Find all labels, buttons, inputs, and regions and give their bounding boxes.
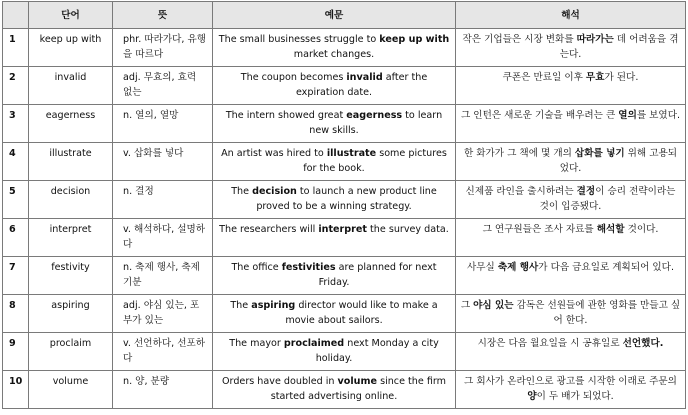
highlighted-word: keep up with — [379, 34, 450, 45]
word-meaning: n. 결정 — [113, 181, 213, 219]
highlighted-word: invalid — [346, 72, 383, 83]
sentence-text: director would like to make a movie about sailors. — [285, 300, 438, 326]
table-row — [3, 219, 686, 257]
word-meaning: n. 양, 분량 — [113, 371, 213, 409]
sentence-text: 이 승리 전략이라는 것이 입증됐다. — [539, 186, 676, 212]
highlighted-word: 결정 — [576, 186, 596, 197]
translation-sentence — [456, 67, 686, 105]
row-number: 5 — [3, 181, 29, 219]
sentence-text: 한 화가가 그 책에 몇 개의 — [463, 148, 575, 159]
row-number: 8 — [3, 295, 29, 333]
vocab-word: keep up with — [29, 29, 113, 67]
row-number: 2 — [3, 67, 29, 105]
sentence-text: The small businesses struggle to — [218, 34, 380, 45]
vocab-word: decision — [29, 181, 113, 219]
translation-sentence — [456, 219, 686, 257]
sentence-text: to learn new skills. — [309, 110, 443, 136]
table-row — [3, 371, 686, 409]
translation-sentence — [456, 257, 686, 295]
table-row — [3, 143, 686, 181]
sentence-text: the survey data. — [366, 224, 449, 235]
row-number: 10 — [3, 371, 29, 409]
example-sentence — [213, 295, 456, 333]
word-meaning: phr. 따라가다, 유행을 따르다 — [113, 29, 213, 67]
example-sentence — [213, 371, 456, 409]
word-meaning: v. 선언하다, 선포하다 — [113, 333, 213, 371]
sentence-text: 이 두 배가 되었다. — [536, 391, 614, 402]
vocab-word: proclaim — [29, 333, 113, 371]
highlighted-word: 따라가는 — [576, 34, 614, 45]
sentence-text: An artist was hired to — [221, 148, 327, 159]
sentence-text: 그 인턴은 새로운 기술을 배우려는 큰 — [460, 110, 619, 121]
sentence-text: to launch a new product line proved to be a winning strategy. — [256, 186, 437, 212]
header-translation: 해석 — [456, 2, 686, 29]
example-sentence — [213, 143, 456, 181]
example-sentence — [213, 105, 456, 143]
highlighted-word: 축제 행사 — [497, 262, 539, 273]
example-sentence — [213, 67, 456, 105]
sentence-text: 작은 기업들은 시장 변화를 — [462, 34, 577, 45]
highlighted-word: 양 — [527, 391, 537, 402]
translation-sentence — [456, 371, 686, 409]
highlighted-word: aspiring — [251, 300, 296, 311]
highlighted-word: 야심 있는 — [473, 300, 514, 311]
header-meaning: 뜻 — [113, 2, 213, 29]
table-row — [3, 181, 686, 219]
word-meaning: adj. 야심 있는, 포부가 있는 — [113, 295, 213, 333]
sentence-text: The intern showed great — [225, 110, 347, 121]
sentence-text: The mayor — [229, 338, 284, 349]
vocab-word: festivity — [29, 257, 113, 295]
sentence-text: 그 — [460, 300, 474, 311]
sentence-text: 쿠폰은 만료일 이후 — [502, 72, 586, 83]
header-num — [3, 2, 29, 29]
table-row — [3, 257, 686, 295]
sentence-text: after the expiration date. — [295, 72, 428, 98]
sentence-text: 데 어려움을 겪는다. — [559, 34, 679, 60]
sentence-text: market changes. — [293, 49, 375, 60]
word-meaning: n. 열의, 열망 — [113, 105, 213, 143]
sentence-text: some pictures for the book. — [303, 148, 447, 174]
sentence-text: The — [230, 300, 252, 311]
vocab-word: eagerness — [29, 105, 113, 143]
table-row — [3, 29, 686, 67]
sentence-text: 신제품 라인을 출시하려는 — [465, 186, 577, 197]
table-row — [3, 333, 686, 371]
highlighted-word: proclaimed — [283, 338, 345, 349]
vocab-word: illustrate — [29, 143, 113, 181]
sentence-text: Orders have doubled in — [222, 376, 338, 387]
highlighted-word: 열의 — [618, 110, 637, 121]
word-meaning: v. 해석하다, 설명하다 — [113, 219, 213, 257]
highlighted-word: 선언했다. — [622, 338, 664, 349]
row-number: 1 — [3, 29, 29, 67]
translation-sentence — [456, 143, 686, 181]
table-header — [3, 2, 686, 29]
highlighted-word: festivities — [281, 262, 336, 273]
translation-sentence — [456, 105, 686, 143]
translation-sentence — [456, 29, 686, 67]
highlighted-word: 삽화를 넣기 — [574, 148, 625, 159]
sentence-text: The office — [231, 262, 282, 273]
highlighted-word: 무효 — [585, 72, 605, 83]
sentence-text: 위해 고용되었다. — [559, 148, 678, 174]
translation-sentence — [456, 295, 686, 333]
sentence-text: next Monday a city holiday. — [315, 338, 439, 364]
highlighted-word: eagerness — [346, 110, 403, 121]
sentence-text: 가 다음 금요일로 계획되어 있다. — [538, 262, 674, 273]
header-word: 단어 — [29, 2, 113, 29]
row-number: 3 — [3, 105, 29, 143]
word-meaning: v. 삽화를 넣다 — [113, 143, 213, 181]
table-row — [3, 295, 686, 333]
word-meaning: adj. 무효의, 효력 없는 — [113, 67, 213, 105]
vocab-word: aspiring — [29, 295, 113, 333]
sentence-text: 를 보였다. — [636, 110, 681, 121]
highlighted-word: interpret — [318, 224, 367, 235]
sentence-text: 시장은 다음 월요일을 시 공휴일로 — [477, 338, 623, 349]
sentence-text: 감독은 선원들에 관한 영화를 만들고 싶어 한다. — [513, 300, 681, 326]
highlighted-word: decision — [252, 186, 297, 197]
highlighted-word: illustrate — [326, 148, 377, 159]
example-sentence — [213, 219, 456, 257]
sentence-text: The researchers will — [219, 224, 319, 235]
highlighted-word: 해석할 — [596, 224, 625, 235]
vocab-word: invalid — [29, 67, 113, 105]
table-row — [3, 67, 686, 105]
sentence-text: 사무실 — [466, 262, 498, 273]
translation-sentence — [456, 181, 686, 219]
example-sentence — [213, 29, 456, 67]
table-row — [3, 105, 686, 143]
row-number: 6 — [3, 219, 29, 257]
word-meaning: n. 축제 행사, 축제 기분 — [113, 257, 213, 295]
sentence-text: The coupon becomes — [240, 72, 347, 83]
sentence-text: 그 회사가 온라인으로 광고를 시작한 이래로 주문의 — [464, 376, 677, 387]
sentence-text: The — [231, 186, 253, 197]
sentence-text: are planned for next Friday. — [318, 262, 437, 288]
row-number: 7 — [3, 257, 29, 295]
header-row — [3, 2, 686, 29]
translation-sentence — [456, 333, 686, 371]
row-number: 4 — [3, 143, 29, 181]
header-example: 예문 — [213, 2, 456, 29]
table-body — [3, 29, 686, 409]
sentence-text: 가 된다. — [604, 72, 639, 83]
highlighted-word: volume — [337, 376, 378, 387]
example-sentence — [213, 333, 456, 371]
sentence-text: 것이다. — [624, 224, 659, 235]
vocab-word: interpret — [29, 219, 113, 257]
sentence-text: 그 연구원들은 조사 자료를 — [482, 224, 597, 235]
sentence-text: since the firm started advertising online. — [270, 376, 446, 402]
vocabulary-table — [2, 1, 686, 409]
example-sentence — [213, 257, 456, 295]
vocab-word: volume — [29, 371, 113, 409]
example-sentence — [213, 181, 456, 219]
row-number: 9 — [3, 333, 29, 371]
